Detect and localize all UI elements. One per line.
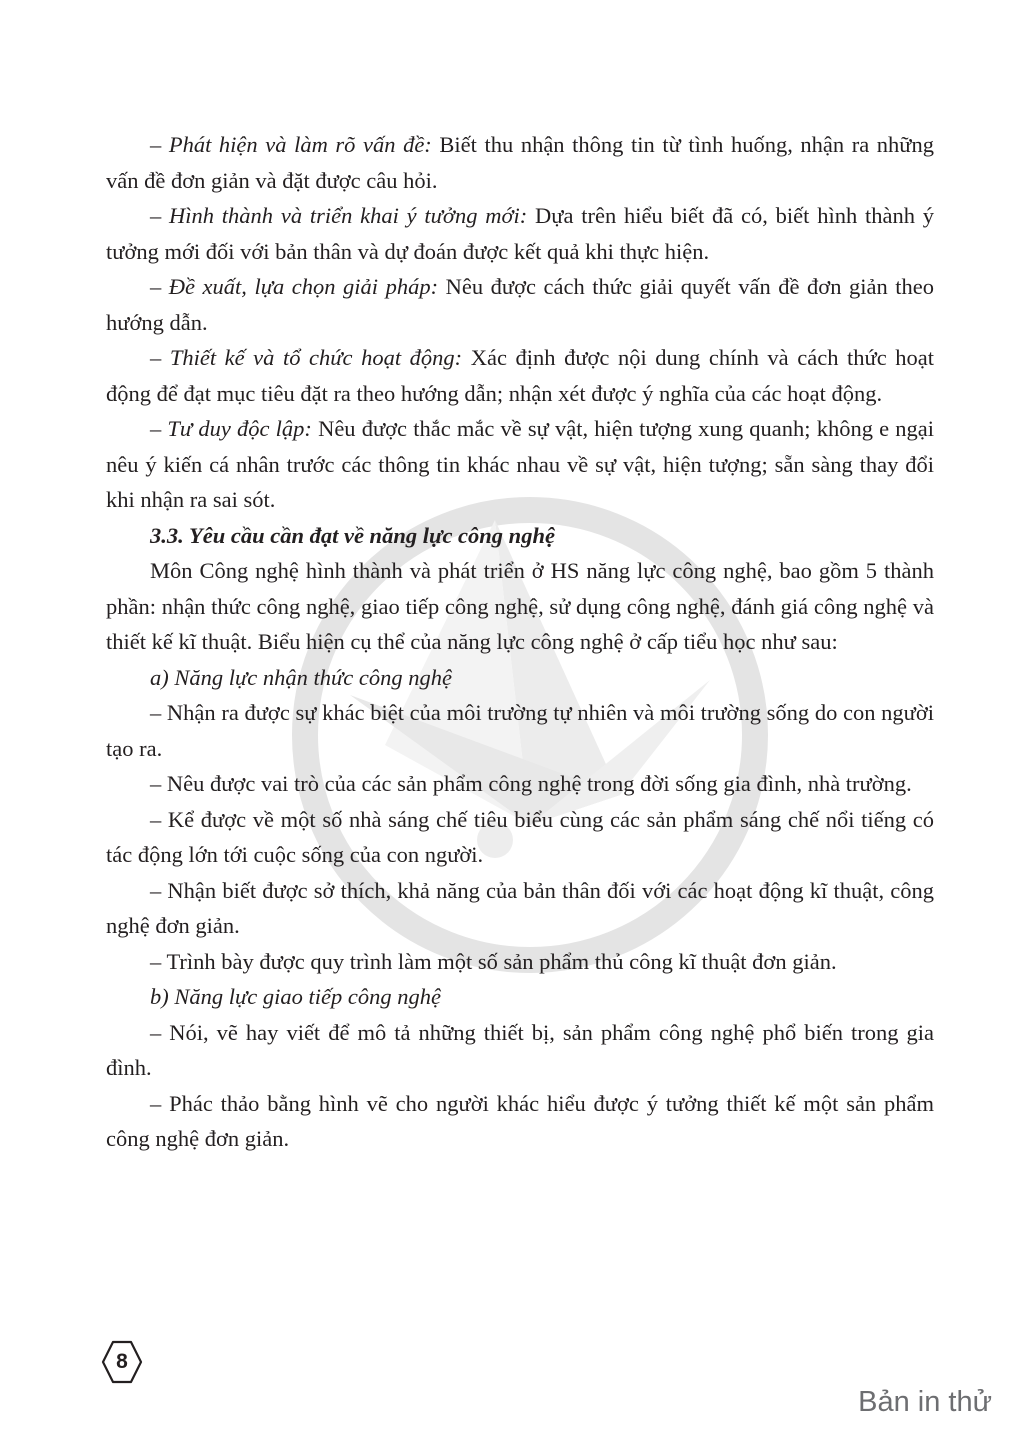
list-item: – Phác thảo bằng hình vẽ cho người khác hiểu được ý tưởng thiết kế một sản phẩm công nghệ đơn giản. xyxy=(106,1090,934,1151)
subsection-b-title: b) Năng lực giao tiếp công nghệ xyxy=(150,984,441,1009)
print-proof-label: Bản in thử xyxy=(858,1386,992,1418)
list-item: – Nêu được vai trò của các sản phẩm công nghệ trong đời sống gia đình, nhà trường. xyxy=(150,771,912,796)
list-item: – Nhận biết được sở thích, khả năng của bản thân đối với các hoạt động kĩ thuật, công nghệ đơn giản. xyxy=(106,877,934,938)
page-number: 8 xyxy=(116,1350,128,1373)
list-item: – Nhận ra được sự khác biệt của môi trường tự nhiên và môi trường sống do con người tạo ra. xyxy=(106,700,934,761)
subsection-a-title: a) Năng lực nhận thức công nghệ xyxy=(150,664,452,690)
list-item: – Kể được về một số nhà sáng chế tiêu biểu cùng các sản phẩm sáng chế nổi tiếng có tác động lớn tới cuộc sống của con người. xyxy=(106,806,934,867)
page-number-badge xyxy=(101,1340,143,1384)
section-heading: 3.3. Yêu cầu cần đạt về năng lực công nghệ xyxy=(150,522,555,548)
list-item: – Trình bày được quy trình làm một số sản phẩm thủ công kĩ thuật đơn giản. xyxy=(150,948,837,974)
page-content xyxy=(106,127,934,1157)
list-item: – Nói, vẽ hay viết để mô tả những thiết bị, sản phẩm công nghệ phổ biến trong gia đình. xyxy=(106,1019,934,1080)
paragraph-problem-detection: – Phát hiện và làm rõ vấn đề: Biết thu nhận thông tin từ tình huống, nhận ra những vấn đề đơn giản và đặt được câu hỏi. xyxy=(106,132,934,193)
section-intro: Môn Công nghệ hình thành và phát triển ở HS năng lực công nghệ, bao gồm 5 thành phần: nhận thức công nghệ, giao tiếp công nghệ, sử dụng công nghệ, đánh giá công nghệ và thiết kế kĩ thuật. Biểu hiện cụ thể của năng lực công nghệ ở cấp tiểu học như sau: xyxy=(106,558,934,654)
paragraph-idea-formation: – Hình thành và triển khai ý tưởng mới: Dựa trên hiểu biết đã có, biết hình thành ý tưởng mới đối với bản thân và dự đoán được kết quả khi thực hiện. xyxy=(106,203,934,264)
paragraph-independent-thinking: – Tư duy độc lập: Nêu được thắc mắc về sự vật, hiện tượng xung quanh; không e ngại nêu ý kiến cá nhân trước các thông tin khác nhau về sự vật, hiện tượng; sẵn sàng thay đổi khi nhận ra sai sót. xyxy=(106,416,935,512)
paragraph-solution-proposal: – Đề xuất, lựa chọn giải pháp: Nêu được cách thức giải quyết vấn đề đơn giản theo hướng dẫn. xyxy=(106,274,935,335)
paragraph-activity-design: – Thiết kế và tổ chức hoạt động: Xác định được nội dung chính và cách thức hoạt động để đạt mục tiêu đặt ra theo hướng dẫn; nhận xét được ý nghĩa của các hoạt động. xyxy=(106,345,934,406)
